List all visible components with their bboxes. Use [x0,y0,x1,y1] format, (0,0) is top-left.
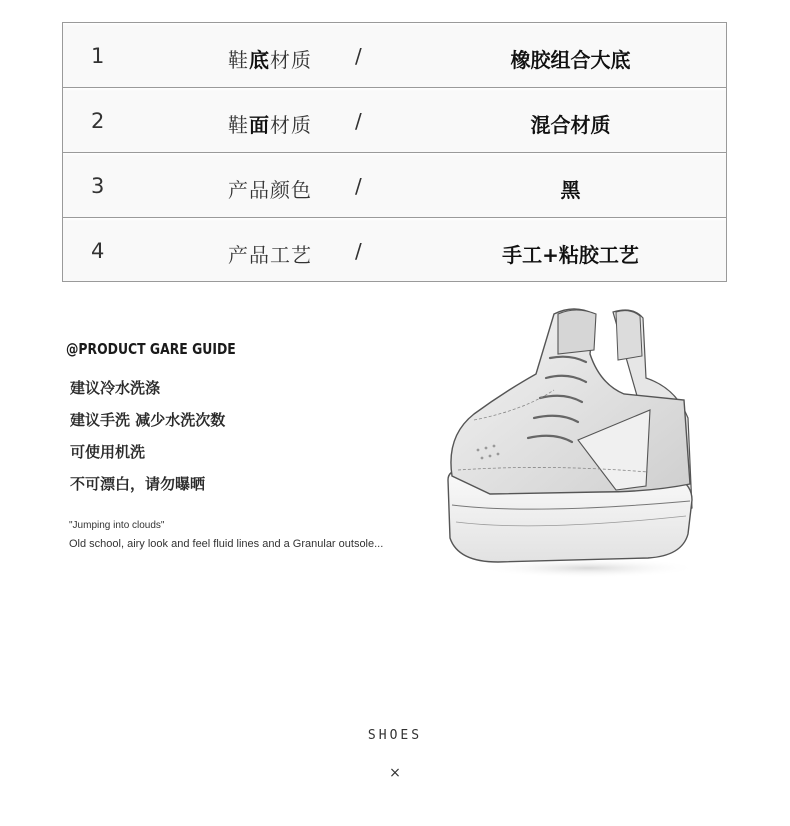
care-item: 可使用机洗 [70,443,146,461]
product-quote: "Jumping into clouds" [69,520,165,531]
spec-row [63,153,726,218]
row-separator: / [355,174,362,198]
row-number: 4 [91,239,105,263]
footer-cross-mark: × [389,765,401,781]
care-item: 建议冷水洗涤 [70,379,161,397]
row-label: 产品工艺 [228,243,312,267]
row-value: 橡胶组合大底 [510,48,631,72]
footer-shoes-label: SHOES [367,728,423,743]
care-item: 不可漂白，请勿曝晒 [70,475,206,493]
row-value: 混合材质 [530,113,611,137]
row-label: 产品颜色 [228,178,312,202]
care-guide [66,340,384,550]
row-separator: / [355,109,362,133]
row-label: 鞋面材质 [228,113,312,137]
row-number: 3 [91,174,105,198]
spec-table [62,22,727,282]
spec-row [63,88,726,153]
row-value: 黑 [560,178,581,202]
row-value: 手工+粘胶工艺 [502,243,639,267]
sneaker-illustration [438,300,700,580]
care-guide-title: @PRODUCT GARE GUIDE [66,340,236,358]
product-description: Old school, airy look and feel fluid lines and a Granular outsole... [69,538,384,550]
care-item: 建议手洗 减少水洗次数 [70,411,226,429]
row-number: 1 [91,44,105,68]
row-separator: / [355,239,362,263]
spec-row [63,218,726,282]
spec-row [63,23,726,88]
row-label: 鞋底材质 [228,48,312,72]
row-separator: / [355,44,362,68]
row-number: 2 [91,109,105,133]
